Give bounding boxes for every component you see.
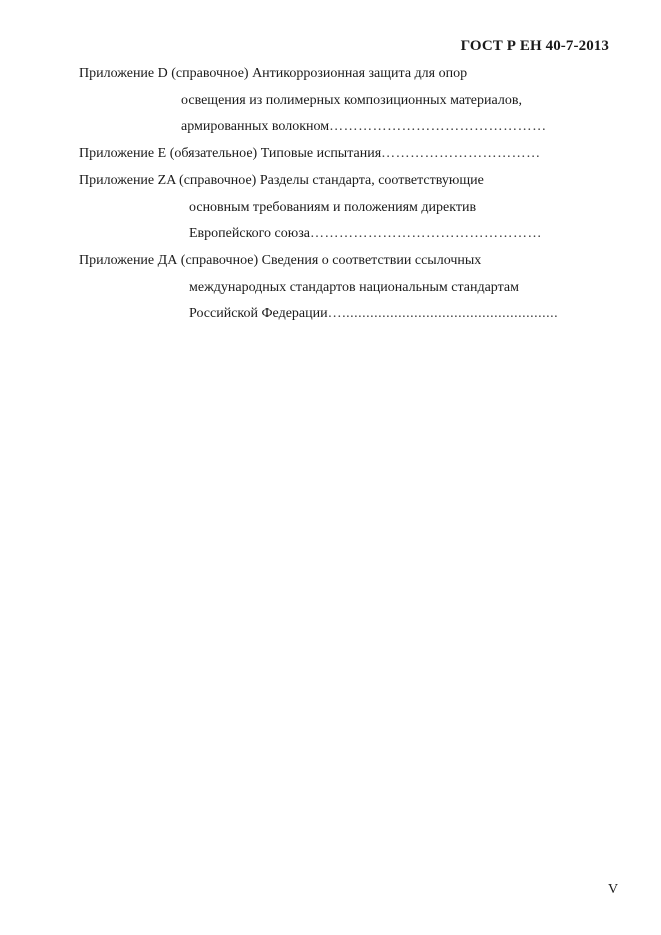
toc-entry-appendix-e-title: Приложение E (обязательное) Типовые испытания	[79, 146, 382, 161]
toc-entry-appendix-da-title-end: Российской Федерации	[189, 306, 328, 321]
toc-entry-appendix-da-line-3	[189, 305, 558, 323]
toc-leader-dots: …………………………………………	[309, 226, 542, 241]
toc-entry-appendix-d-title-end: армированных волокном	[181, 119, 330, 134]
toc-leader-dots: …......................................................	[327, 306, 559, 321]
toc-entry-appendix-e-line-1	[79, 145, 541, 163]
toc-leader-dots: ……………………………	[381, 146, 541, 161]
toc-entry-appendix-d-line-3	[181, 118, 547, 136]
toc-entry-appendix-za-line-3	[189, 225, 542, 243]
toc-entry-appendix-da-line-1: Приложение ДА (справочное) Сведения о соответствии ссылочных	[79, 253, 482, 268]
toc-entry-appendix-za-title-end: Европейского союза	[189, 226, 310, 241]
toc-entry-appendix-da-line-2: международных стандартов национальным стандартам	[189, 280, 519, 295]
toc-entry-appendix-d-line-1: Приложение D (справочное) Антикоррозионная защита для опор	[79, 66, 468, 81]
document-code-header: ГОСТ Р ЕН 40-7-2013	[460, 38, 609, 54]
toc-entry-appendix-za-line-2: основным требованиям и положениям директив	[189, 200, 477, 215]
toc-leader-dots: ………………………………………	[329, 119, 547, 134]
toc-entry-appendix-d-line-2: освещения из полимерных композиционных материалов,	[181, 93, 522, 108]
toc-entry-appendix-za-line-1: Приложение ZA (справочное) Разделы стандарта, соответствующие	[79, 173, 484, 188]
page-number: V	[608, 882, 619, 897]
